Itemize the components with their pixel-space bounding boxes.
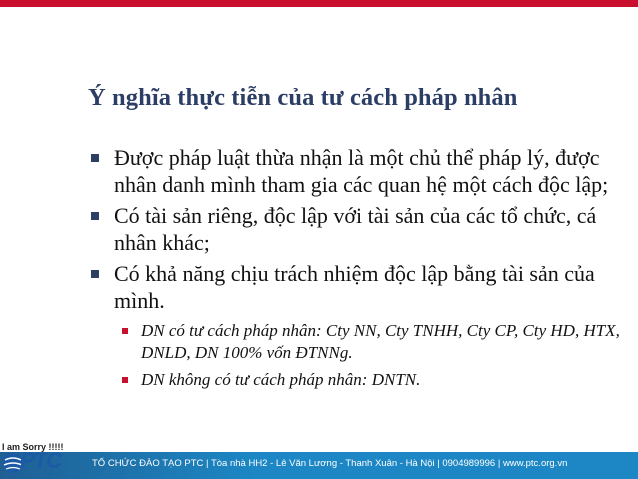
sub-bullet-item <box>114 369 628 391</box>
square-bullet-icon <box>91 212 99 220</box>
sub-bullet-list <box>114 320 628 391</box>
bullet-text: Được pháp luật thừa nhận là một chủ thể pháp lý, được nhân danh mình tham gia các quan hệ một cách độc lập; <box>114 145 609 197</box>
bullet-text: Có tài sản riêng, độc lập với tài sản của các tổ chức, cá nhân khác; <box>114 203 597 255</box>
logo-text: PTC <box>20 448 61 473</box>
sub-bullet-text: DN không có tư cách pháp nhân: DNTN. <box>141 370 421 389</box>
sub-bullet-item <box>114 320 628 364</box>
bullet-list <box>88 144 628 396</box>
bullet-item <box>88 260 628 391</box>
bullet-text: Có khả năng chịu trách nhiệm độc lập bằng tài sản của mình. <box>114 261 595 313</box>
square-bullet-icon <box>91 154 99 162</box>
small-square-bullet-icon <box>122 328 128 334</box>
slide-title: Ý nghĩa thực tiễn của tư cách pháp nhân <box>88 84 518 111</box>
top-accent-bar <box>0 0 638 7</box>
sub-bullet-text: DN có tư cách pháp nhân: Cty NN, Cty TNHH, Cty CP, Cty HD, HTX, DNLD, DN 100% vốn ĐTNNg. <box>141 321 620 362</box>
ptc-logo <box>2 448 72 478</box>
bullet-item <box>88 144 628 198</box>
watermark-text: I am Sorry !!!!! <box>2 442 64 452</box>
footer-text: TỔ CHỨC ĐÀO TẠO PTC | Tòa nhà HH2 - Lê Văn Lương - Thanh Xuân - Hà Nội | 0904989996 | www.ptc.org.vn <box>92 458 568 469</box>
small-square-bullet-icon <box>122 377 128 383</box>
square-bullet-icon <box>91 270 99 278</box>
bullet-item <box>88 202 628 256</box>
